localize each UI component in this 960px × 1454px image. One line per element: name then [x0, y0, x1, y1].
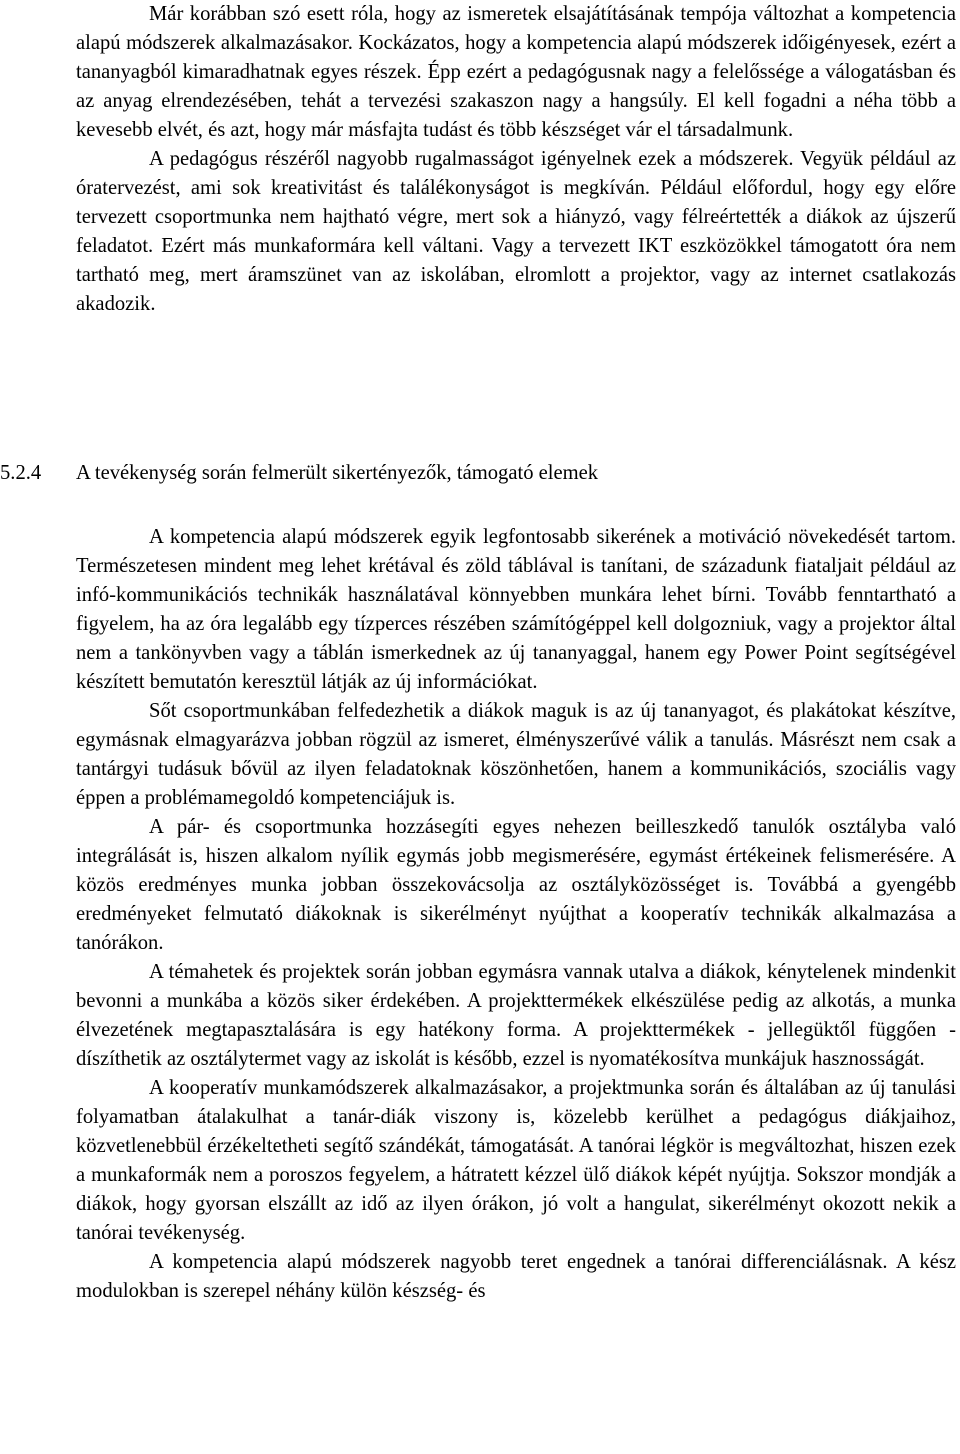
- section-paragraph-5: A kooperatív munkamódszerek alkalmazásakor, a projektmunka során és általában az új tanulási folyamatban átalakulhat a tanár-diák viszony is, közelebb kerülhet a pedagógus diákjaihoz, közvetlenebbül érzékeltetheti segítő szándékát, támogatását. A tanórai légkör is megváltozhat, hiszen ezek a munkaformák nem a poroszos fegyelem, a hátratett kézzel ülő diákok képét nyújtja. Sokszor mondják a diákok, hogy gyorsan elszállt az idő az ilyen órákon, jó volt a hangulat, sikerélményt okozott nekik a tanórai tevékenység.: [76, 1077, 956, 1244]
- section-title: A tevékenység során felmerült sikertényezők, támogató elemek: [76, 462, 599, 484]
- section-body: [76, 523, 956, 1306]
- section-number: 5.2.4: [0, 462, 42, 484]
- section-heading: [0, 459, 960, 488]
- section-paragraph-4: A témahetek és projektek során jobban egymásra vannak utalva a diákok, kénytelenek mindenkit bevonni a munkába a közös siker érdekében. A projekttermékek elkészülése pedig az alkotás, a munka élvezetének megtapasztalására is egy hatékony forma. A projekttermékek - jellegüktől függően - díszíthetik az osztálytermet vagy az iskolát is később, ezzel is nyomatékosítva munkájuk hasznosságát.: [76, 961, 956, 1070]
- intro-block: [76, 0, 956, 319]
- intro-paragraph-2: A pedagógus részéről nagyobb rugalmasságot igényelnek ezek a módszerek. Vegyük például az óratervezést, ami sok kreativitást és találékonyságot is megkíván. Például előfordul, hogy egy előre tervezett csoportmunka nem hajtható végre, mert sok a hiányzó, vagy félreértették a diákok az újszerű feladatot. Ezért más munkaformára kell váltani. Vagy a tervezett IKT eszközökkel támogatott óra nem tartható meg, mert áramszünet van az iskolában, elromlott a projektor, vagy az internet csatlakozás akadozik.: [76, 148, 956, 315]
- section-paragraph-2: Sőt csoportmunkában felfedezhetik a diákok maguk is az új tananyagot, és plakátokat készítve, egymásnak elmagyarázva jobban rögzül az ismeret, élményszerűvé válik a tanulás. Másrészt nem csak a tantárgyi tudásuk bővül az ilyen feladatoknak köszönhetően, hanem a kommunikációs, szociális vagy éppen a problémamegoldó kompetenciájuk is.: [76, 700, 956, 809]
- section-paragraph-1: A kompetencia alapú módszerek egyik legfontosabb sikerének a motiváció növekedését tartom. Természetesen mindent meg lehet krétával és zöld táblával is tanítani, de századunk fiataljait például az infó-kommunikációs technikák használatával könnyebben munkára lehet bírni. Tovább fenntartható a figyelem, ha az óra legalább egy tízperces részében számítógéppel kell dolgozniuk, vagy a projektor által nem a tankönyvben vagy a táblán ismerkednek az új tananyaggal, hanem egy Power Point segítségével készített bemutatón keresztül látják az új információkat.: [76, 526, 956, 693]
- section-paragraph-6: A kompetencia alapú módszerek nagyobb teret engednek a tanórai differenciálásnak. A kész modulokban is szerepel néhány külön készség- és: [76, 1251, 956, 1302]
- section-paragraph-3: A pár- és csoportmunka hozzásegíti egyes nehezen beilleszkedő tanulók osztályba való integrálását is, hiszen alkalom nyílik egymás jobb megismerésére, egymást értékeinek felismerésére. A közös eredményes munka jobban összekovácsolja az osztályközösséget is. Továbbá a gyengébb eredményeket felmutató diákoknak is sikerélményt nyújthat a kooperatív technikák alkalmazása a tanórákon.: [76, 816, 956, 954]
- intro-paragraph-1: Már korábban szó esett róla, hogy az ismeretek elsajátításának tempója változhat a kompetencia alapú módszerek alkalmazásakor. Kockázatos, hogy a kompetencia alapú módszerek időigényesek, ezért a tananyagból kimaradhatnak egyes részek. Épp ezért a pedagógusnak nagy a felelőssége a válogatásban és az anyag elrendezésében, tehát a tervezési szakaszon nagy a hangsúly. El kell fogadni a néha több a kevesebb elvét, és azt, hogy már másfajta tudást és több készséget vár el társadalmunk.: [76, 3, 956, 141]
